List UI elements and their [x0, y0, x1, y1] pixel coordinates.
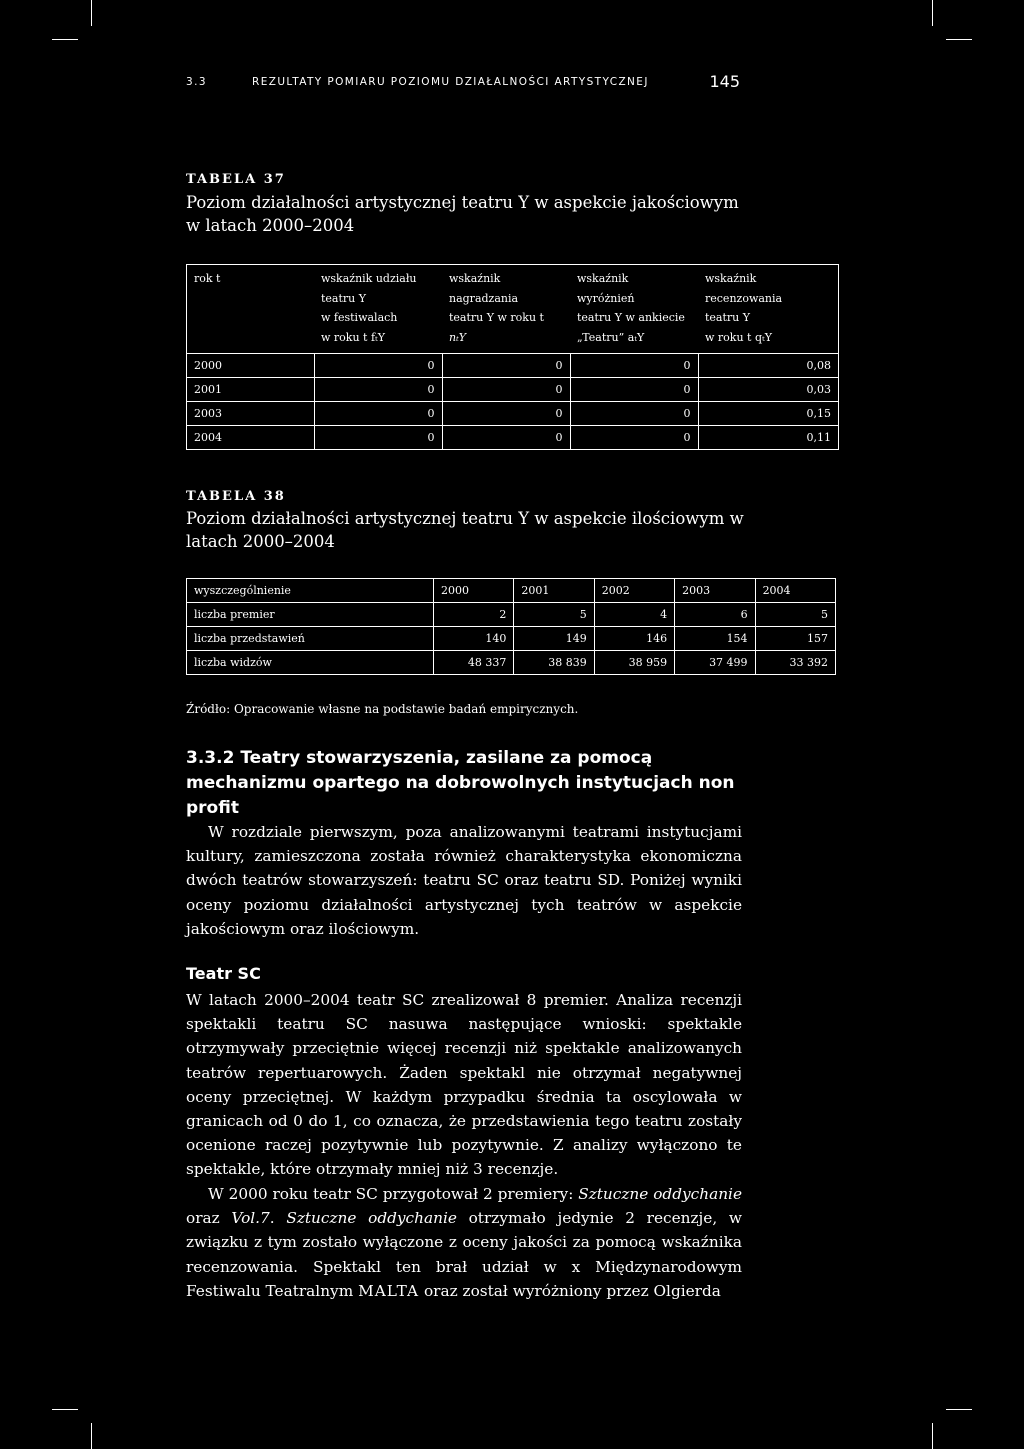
table-cell: 2004 [187, 426, 315, 450]
table-cell: 2001 [187, 378, 315, 402]
table-cell: liczba przedstawień [187, 627, 434, 651]
table38 [186, 578, 836, 675]
table-cell: 0,11 [698, 426, 839, 450]
table-cell: 33 392 [755, 651, 835, 675]
table-cell: 149 [514, 627, 594, 651]
table-header-cell: 2000 [434, 579, 514, 603]
table38-label: TABELA 38 [186, 489, 286, 504]
crop-mark [946, 39, 972, 40]
table-cell: 0,15 [698, 402, 839, 426]
table-cell: 157 [755, 627, 835, 651]
table-header-cell: 2003 [675, 579, 755, 603]
table-cell: 0 [314, 426, 442, 450]
table-row [187, 627, 836, 651]
table-cell: 0 [442, 354, 570, 378]
paragraph: W 2000 roku teatr SC przygotował 2 premiery: Sztuczne oddychanie oraz Vol.7. Sztuczne oddychanie otrzymało jedynie 2 recenzje, w związku z tym zostało wyłączone z oceny jakości za pomocą wskaźnika recenzowania. Spektakl ten brał udział w x Międzynarodowym Festiwalu Teatralnym MALTA oraz został wyróżniony przez Olgierda [186, 1185, 742, 1300]
table-cell: 4 [594, 603, 674, 627]
crop-mark [932, 1423, 933, 1449]
paragraph: W rozdziale pierwszym, poza analizowanymi teatrami instytucjami kultury, zamieszczona została również charakterystyka ekonomiczna dwóch teatrów stowarzyszeń: teatru SC oraz teatru SD. Poniżej wyniki oceny poziomu działalności artystycznej tych teatrów w aspekcie jakościowym oraz ilościowym. [186, 823, 742, 938]
table-cell: 5 [755, 603, 835, 627]
crop-mark [52, 1409, 78, 1410]
table-cell: liczba premier [187, 603, 434, 627]
table-cell: 37 499 [675, 651, 755, 675]
table-row [187, 426, 839, 450]
table-cell: 0 [314, 354, 442, 378]
table-cell: 0 [314, 378, 442, 402]
table-cell: 0 [570, 378, 698, 402]
table-cell: 154 [675, 627, 755, 651]
table-cell: 140 [434, 627, 514, 651]
table-cell: 0 [442, 402, 570, 426]
table-cell: 48 337 [434, 651, 514, 675]
table-cell: 38 839 [514, 651, 594, 675]
table37-header-row [187, 265, 839, 354]
crop-mark [946, 1409, 972, 1410]
table37-header-cell: wskaźnik wyróżnień teatru Y w ankiecie „Teatru” aₜY [570, 265, 698, 354]
crop-mark [91, 1423, 92, 1449]
table-cell: 0 [570, 426, 698, 450]
table-header-cell: 2001 [514, 579, 594, 603]
running-head-title: REZULTATY POMIARU POZIOMU DZIAŁALNOŚCI ARTYSTYCZNEJ [252, 76, 649, 88]
table-header-cell: 2004 [755, 579, 835, 603]
table-cell: 2 [434, 603, 514, 627]
table-cell: 5 [514, 603, 594, 627]
table-row [187, 354, 839, 378]
subheading: Teatr SC [186, 964, 261, 983]
table-cell: 0 [570, 402, 698, 426]
table-row [187, 402, 839, 426]
table-cell: 2003 [187, 402, 315, 426]
table37-header-cell: wskaźnik nagradzania teatru Y w roku t nₜY [442, 265, 570, 354]
table-cell: 0,08 [698, 354, 839, 378]
table-cell: 2000 [187, 354, 315, 378]
table-row [187, 651, 836, 675]
table-cell: 0 [314, 402, 442, 426]
table-cell: 146 [594, 627, 674, 651]
paragraph: W latach 2000–2004 teatr SC zrealizował 8 premier. Analiza recenzji spektakli teatru SC nasuwa następujące wnioski: spektakle otrzymywały przeciętnie więcej recenzji niż spektakle analizowanych teatrów repertuarowych. Żaden spektakl nie otrzymał negatywnej oceny przeciętnej. W każdym przypadku średnia ta oscylowała w granicach od 0 do 1, co oznacza, że przedstawienia tego teatru zostały ocenione raczej pozytywnie lub pozytywnie. Z analizy wyłączono te spektakle, które otrzymały mniej niż 3 recenzje. [186, 991, 742, 1179]
table-header-cell: 2002 [594, 579, 674, 603]
table37-label: TABELA 37 [186, 172, 286, 187]
table-cell: 0 [570, 354, 698, 378]
table38-header-row [187, 579, 836, 603]
table-cell: 0 [442, 426, 570, 450]
table37-header-cell: wskaźnik recenzowania teatru Y w roku t qₜY [698, 265, 839, 354]
section-heading: 3.3.2 Teatry stowarzyszenia, zasilane za pomocą mechanizmu opartego na dobrowolnych instytucjach non profit [186, 748, 735, 818]
table37 [186, 264, 839, 450]
table-row [187, 603, 836, 627]
table38-caption: Poziom działalności artystycznej teatru Y w aspekcie ilościowym w latach 2000–2004 [186, 509, 744, 551]
table-header-cell: wyszczególnienie [187, 579, 434, 603]
table37-header-cell: rok t [187, 265, 315, 354]
crop-mark [91, 0, 92, 26]
running-head-section: 3.3 [186, 76, 207, 88]
table-cell: 0,03 [698, 378, 839, 402]
crop-mark [52, 39, 78, 40]
table37-header-cell: wskaźnik udziału teatru Y w festiwalach w roku t fₜY [314, 265, 442, 354]
table-row [187, 378, 839, 402]
table-cell: 6 [675, 603, 755, 627]
table-cell: liczba widzów [187, 651, 434, 675]
table-source-note: Źródło: Opracowanie własne na podstawie badań empirycznych. [186, 702, 579, 716]
table-cell: 0 [442, 378, 570, 402]
page-number: 145 [709, 72, 740, 91]
crop-mark [932, 0, 933, 26]
table-cell: 38 959 [594, 651, 674, 675]
table37-caption: Poziom działalności artystycznej teatru Y w aspekcie jakościowym w latach 2000–2004 [186, 193, 739, 235]
